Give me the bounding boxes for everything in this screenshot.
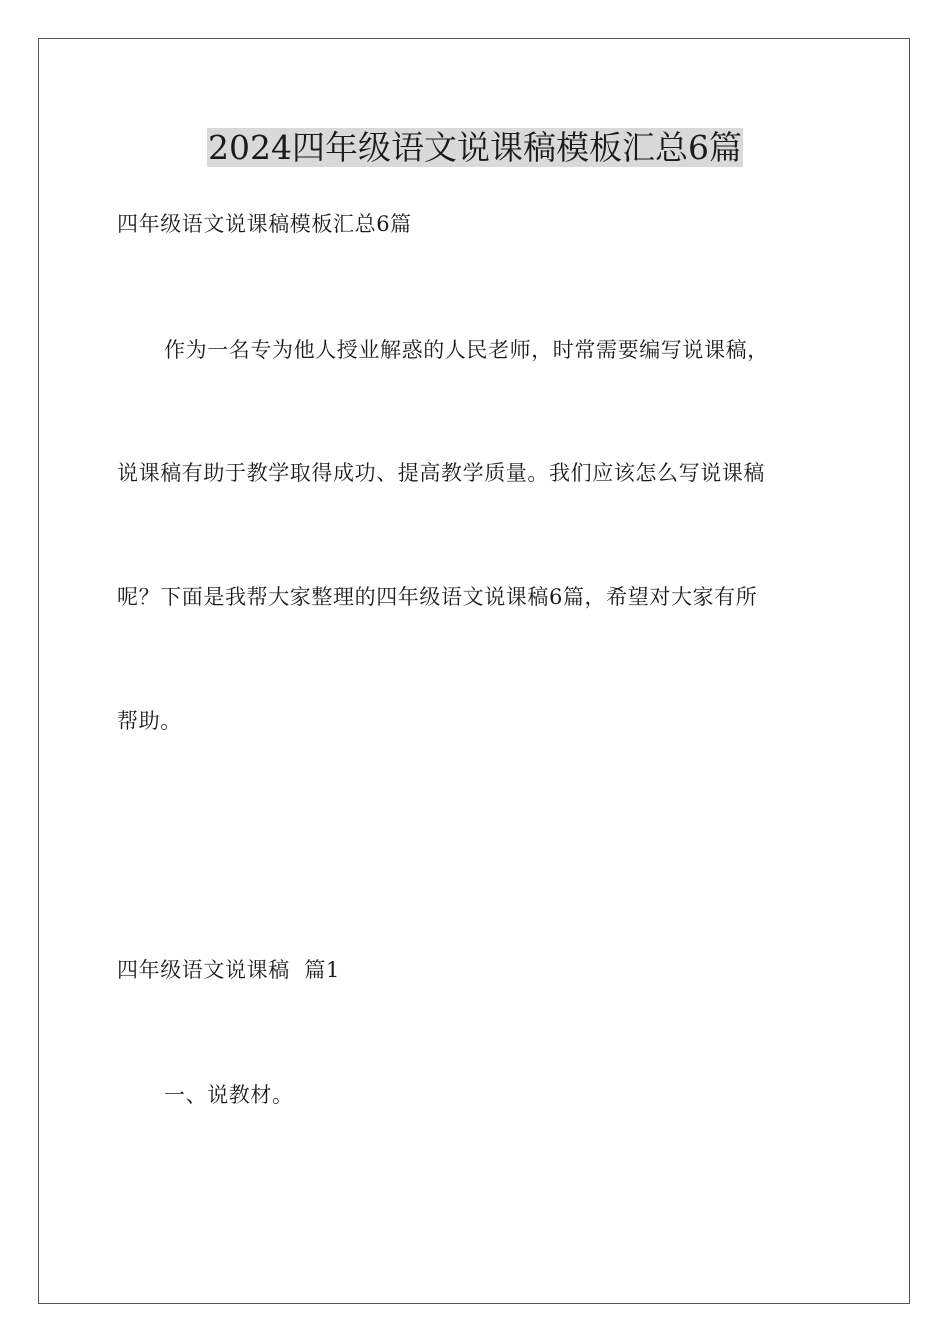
- intro-paragraph-line-1: 作为一名专为他人授业解惑的人民老师，时常需要编写说课稿，: [164, 338, 769, 362]
- document-subtitle: 四年级语文说课稿模板汇总6篇: [117, 212, 412, 236]
- document-title: [0, 126, 950, 170]
- section-heading: 四年级语文说课稿 篇1: [117, 958, 340, 982]
- intro-paragraph-line-2: 说课稿有助于教学取得成功、提高教学质量。我们应该怎么写说课稿: [117, 461, 765, 485]
- document-title-text: 2024四年级语文说课稿模板汇总6篇: [208, 128, 742, 167]
- intro-paragraph-line-3: 呢？下面是我帮大家整理的四年级语文说课稿6篇，希望对大家有所: [117, 585, 758, 609]
- subsection-heading: 一、说教材。: [164, 1083, 294, 1107]
- intro-paragraph-line-4: 帮助。: [117, 709, 182, 733]
